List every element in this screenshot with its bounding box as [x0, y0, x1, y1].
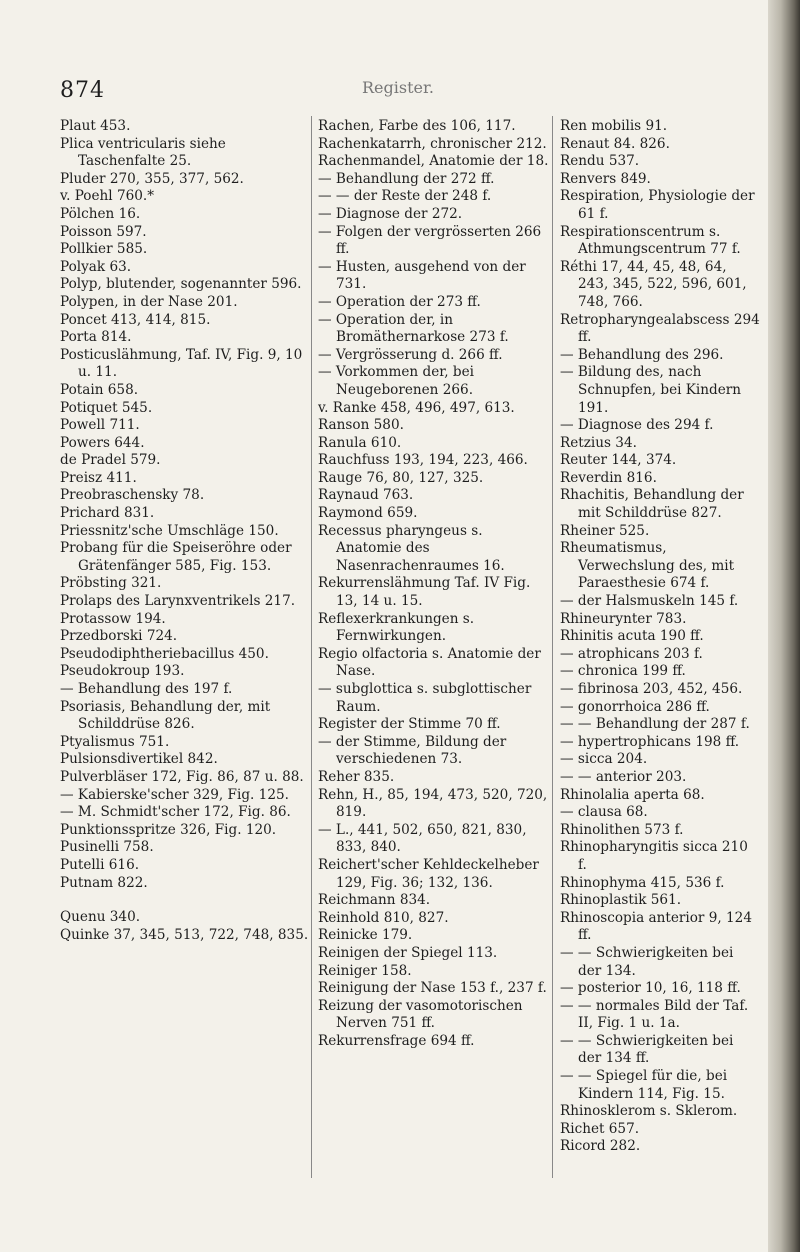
index-entry: Polyak 63. [60, 258, 132, 275]
page-edge-shadow [768, 0, 800, 1252]
index-entry: Pölchen 16. [60, 205, 141, 222]
index-entry: Probang für die Speiseröhre oder Grätenfänger 585, Fig. 153. [60, 540, 292, 574]
index-entry: Rhinoscopia anterior 9, 124 ff. [560, 909, 752, 944]
index-entry: Reichmann 834. [318, 892, 431, 909]
index-entry: Pusinelli 758. [60, 839, 154, 856]
index-entry: Renaut 84. 826. [560, 135, 670, 152]
index-entry: Rauge 76, 80, 127, 325. [318, 469, 484, 486]
index-entry: — — anterior 203. [560, 768, 687, 785]
index-entry: Quenu 340. [60, 909, 141, 926]
index-entry: — clausa 68. [560, 804, 648, 821]
index-entry: Reinigen der Spiegel 113. [318, 944, 498, 961]
index-entry: Ranson 580. [318, 417, 404, 434]
index-entry: — Vorkommen der, bei Neugeborenen 266. [318, 364, 474, 398]
index-entry: Reichert'scher Kehldeckelheber 129, Fig. 36; 132, 136. [318, 856, 539, 891]
index-entry: — — Schwierigkeiten bei der 134. [560, 944, 734, 979]
index-column-3 [560, 118, 760, 1156]
index-entry: Powell 711. [60, 417, 140, 434]
index-entry: Priessnitz'sche Umschläge 150. [60, 522, 279, 539]
index-entry: Posticuslähmung, Taf. IV, Fig. 9, 10 u. 11. [60, 346, 303, 381]
index-entry [60, 892, 310, 909]
index-entry: Pröbsting 321. [60, 575, 162, 592]
index-entry: Pulverbläser 172, Fig. 86, 87 u. 88. [60, 768, 304, 785]
index-entry: Respirationscentrum s. Athmungscentrum 77 f. [560, 223, 741, 258]
index-entry: — Operation der 273 ff. [318, 293, 481, 310]
index-entry: — gonorrhoica 286 ff. [560, 698, 710, 715]
index-entry: v. Ranke 458, 496, 497, 613. [318, 399, 515, 416]
index-entry: — hypertrophicans 198 ff. [560, 733, 740, 750]
index-entry: — Bildung des, nach Schnupfen, bei Kindern 191. [560, 364, 742, 416]
index-entry: Retzius 34. [560, 434, 637, 451]
index-entry: Rachenkatarrh, chronischer 212. [318, 135, 547, 152]
index-entry: Pulsionsdivertikel 842. [60, 751, 218, 768]
index-entry: — L., 441, 502, 650, 821, 830, 833, 840. [318, 821, 527, 856]
index-entry: Prolaps des Larynxventrikels 217. [60, 593, 296, 610]
index-entry: Rekurrensfrage 694 ff. [318, 1032, 475, 1049]
index-entry: Reuter 144, 374. [560, 452, 677, 469]
index-entry: Reflexerkrankungen s. Fernwirkungen. [318, 610, 475, 645]
index-entry: Rendu 537. [560, 153, 640, 170]
index-entry: — Behandlung der 272 ff. [318, 170, 495, 187]
index-entry: Punktionsspritze 326, Fig. 120. [60, 821, 277, 838]
index-entry: Rhineurynter 783. [560, 610, 687, 627]
column-rule [311, 116, 312, 1178]
index-entry: Richet 657. [560, 1120, 640, 1137]
index-entry: Potiquet 545. [60, 399, 153, 416]
index-entry: Register der Stimme 70 ff. [318, 716, 501, 733]
index-entry: Potain 658. [60, 381, 139, 398]
index-entry: — chronica 199 ff. [560, 663, 686, 680]
index-entry: — Operation der, in Bromäthernarkose 273 f. [318, 311, 509, 346]
index-entry: — posterior 10, 16, 118 ff. [560, 980, 741, 997]
index-entry: Reher 835. [318, 768, 395, 785]
index-entry: Polyp, blutender, sogenannter 596. [60, 276, 302, 293]
page-number: 874 [60, 78, 105, 103]
index-entry: Ren mobilis 91. [560, 118, 668, 134]
index-entry: Pseudodiphtheriebacillus 450. [60, 645, 269, 662]
index-entry: Respiration, Physiologie der 61 f. [560, 188, 755, 222]
index-entry: Putelli 616. [60, 856, 140, 873]
index-entry: — fibrinosa 203, 452, 456. [560, 681, 743, 697]
index-entry: Pollkier 585. [60, 241, 148, 258]
index-entry: Plaut 453. [60, 118, 131, 134]
index-entry: Reizung der vasomotorischen Nerven 751 ff. [318, 997, 523, 1032]
index-entry: Rhinolithen 573 f. [560, 821, 684, 838]
index-entry: Rhinoplastik 561. [560, 892, 682, 909]
index-entry: — Kabierske'scher 329, Fig. 125. [60, 786, 289, 803]
index-entry: Reinhold 810, 827. [318, 909, 449, 926]
index-entry: Psoriasis, Behandlung der, mit Schilddrüse 826. [60, 698, 271, 733]
index-entry: Prichard 831. [60, 505, 155, 522]
index-entry: Rhinosklerom s. Sklerom. [560, 1103, 738, 1120]
index-entry: Poncet 413, 414, 815. [60, 311, 211, 328]
index-entry: Réthi 17, 44, 45, 48, 64, 243, 345, 522, 596, 601, 748, 766. [560, 258, 747, 310]
index-entry: Preobraschensky 78. [60, 487, 205, 504]
index-entry: — Behandlung des 197 f. [60, 681, 233, 697]
index-entry: — — normales Bild der Taf. II, Fig. 1 u. 1a. [560, 997, 749, 1032]
index-entry: Rhachitis, Behandlung der mit Schilddrüse 827. [560, 487, 744, 522]
index-entry: Rhinolalia aperta 68. [560, 786, 705, 803]
index-entry: Ricord 282. [560, 1138, 641, 1155]
index-entry: — Behandlung des 296. [560, 346, 724, 363]
index-entry: — Husten, ausgehend von der 731. [318, 258, 526, 293]
index-entry: Rheumatismus, Verwechslung des, mit Paraesthesie 674 f. [560, 540, 735, 592]
index-entry: Rauchfuss 193, 194, 223, 466. [318, 452, 528, 469]
index-entry: — sicca 204. [560, 751, 648, 768]
index-entry: Raynaud 763. [318, 487, 414, 504]
index-entry: Powers 644. [60, 434, 145, 451]
index-entry: — atrophicans 203 f. [560, 645, 703, 662]
index-entry: Pseudokroup 193. [60, 663, 185, 680]
index-entry: Protassow 194. [60, 610, 166, 627]
index-entry: — der Halsmuskeln 145 f. [560, 593, 739, 610]
index-entry: Plica ventricularis siehe Taschenfalte 25. [60, 135, 226, 170]
index-entry: — — der Reste der 248 f. [318, 188, 492, 205]
index-entry: Porta 814. [60, 329, 132, 346]
index-entry: — Vergrösserung d. 266 ff. [318, 346, 503, 363]
index-entry: Reverdin 816. [560, 469, 657, 486]
index-entry: Polypen, in der Nase 201. [60, 293, 238, 310]
index-entry: — — Behandlung der 287 f. [560, 716, 750, 733]
index-entry: Rekurrenslähmung Taf. IV Fig. 13, 14 u. 15. [318, 575, 531, 610]
index-entry: — subglottica s. subglottischer Raum. [318, 681, 532, 715]
index-entry: — der Stimme, Bildung der verschiedenen 73. [318, 733, 507, 768]
index-entry: v. Poehl 760.* [60, 188, 155, 205]
index-entry: Reinigung der Nase 153 f., 237 f. [318, 980, 547, 997]
index-entry: Poisson 597. [60, 223, 147, 240]
running-title: Register. [362, 78, 434, 97]
index-column-2 [318, 118, 550, 1050]
index-entry: — Diagnose der 272. [318, 205, 463, 222]
index-entry: Rhinophyma 415, 536 f. [560, 874, 725, 891]
index-entry: Rachen, Farbe des 106, 117. [318, 118, 516, 134]
index-entry: Rheiner 525. [560, 522, 650, 539]
index-entry: de Pradel 579. [60, 452, 161, 469]
index-entry: Renvers 849. [560, 170, 651, 187]
index-entry: Putnam 822. [60, 874, 148, 891]
index-entry: — M. Schmidt'scher 172, Fig. 86. [60, 804, 291, 821]
index-entry: Recessus pharyngeus s. Anatomie des Nasenrachenraumes 16. [318, 522, 505, 574]
index-entry: Rehn, H., 85, 194, 473, 520, 720, 819. [318, 786, 548, 821]
index-entry: Regio olfactoria s. Anatomie der Nase. [318, 645, 541, 680]
column-rule [552, 116, 553, 1178]
index-entry: Rachenmandel, Anatomie der 18. [318, 153, 549, 170]
page-header [0, 78, 800, 108]
index-column-1 [60, 118, 310, 944]
index-entry: — Diagnose des 294 f. [560, 417, 714, 434]
index-entry: Raymond 659. [318, 505, 418, 522]
index-entry: — — Spiegel für die, bei Kindern 114, Fig. 15. [560, 1068, 728, 1102]
index-entry: Ranula 610. [318, 434, 402, 451]
index-entry: Preisz 411. [60, 469, 137, 486]
index-entry: Quinke 37, 345, 513, 722, 748, 835. [60, 926, 309, 943]
index-entry: Przedborski 724. [60, 628, 178, 645]
index-entry: Reiniger 158. [318, 962, 412, 979]
index-entry: Ptyalismus 751. [60, 733, 170, 750]
index-entry: Retropharyngealabscess 294 ff. [560, 311, 760, 346]
index-entry: — — Schwierigkeiten bei der 134 ff. [560, 1032, 734, 1067]
index-entry: Rhinitis acuta 190 ff. [560, 628, 704, 645]
index-entry: — Folgen der vergrösserten 266 ff. [318, 223, 542, 258]
index-entry: Reinicke 179. [318, 927, 413, 944]
index-entry: Pluder 270, 355, 377, 562. [60, 170, 244, 187]
index-entry: Rhinopharyngitis sicca 210 f. [560, 839, 748, 873]
